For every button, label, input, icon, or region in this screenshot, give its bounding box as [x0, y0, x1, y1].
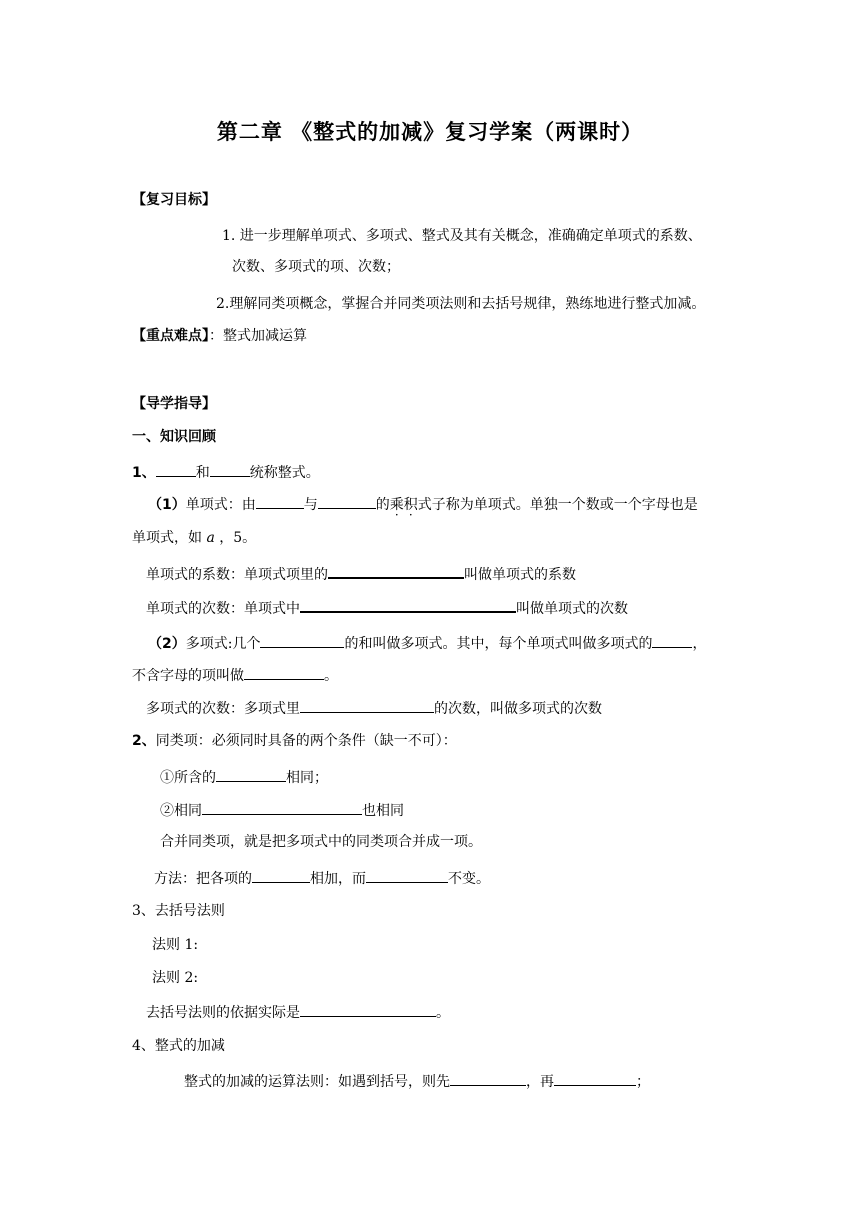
monomial-example-text: 单项式，如: [132, 530, 202, 546]
basis-text-a: 去括号法则的依据实际是: [146, 1005, 300, 1021]
poly-degree-text-a: 多项式的次数：多项式里: [146, 701, 300, 717]
goal-item-1-line-2: 次数、多项式的项、次数；: [232, 259, 400, 275]
section-1-heading: 一、知识回顾: [132, 429, 216, 445]
answer-blank[interactable]: [216, 766, 286, 782]
answer-blank[interactable]: [366, 867, 448, 883]
answer-blank[interactable]: [300, 697, 434, 713]
emphasis-char: 积: [403, 497, 418, 513]
polynomial-constant: [132, 664, 338, 686]
like-terms-condition-2: [160, 799, 404, 821]
polynomial-text-c: ，: [692, 636, 707, 652]
constant-text-a: 不含字母的项叫做: [132, 668, 244, 684]
poly-degree-text-b: 的次数，叫做多项式的次数: [434, 701, 602, 717]
monomial-number: （1）: [148, 497, 186, 513]
like-terms-condition-1: [160, 766, 328, 788]
answer-blank[interactable]: [244, 664, 324, 680]
bracket-rule-1: 法则 1:: [152, 937, 199, 953]
monomial-degree: [146, 596, 628, 619]
section-3-heading: 3、去括号法则: [132, 903, 225, 919]
variable-a: a: [206, 530, 215, 546]
merge-method: [154, 867, 490, 889]
constant-text-b: 。: [324, 668, 338, 684]
answer-blank[interactable]: [260, 632, 344, 648]
section-2-text: 同类项：必须同时具备的两个条件（缺一不可）：: [155, 733, 457, 749]
monomial-example: [132, 528, 256, 548]
merge-like-terms: 合并同类项，就是把多项式中的同类项合并成一项。: [160, 834, 482, 850]
coefficient-text-a: 单项式的系数：单项式项里的: [146, 567, 328, 583]
key-points-line: [132, 326, 307, 346]
page-title: 第二章 《整式的加减》复习学案（两课时）: [216, 120, 644, 144]
condition-2-text-a: ②相同: [160, 803, 202, 819]
polynomial-text-a: 多项式:几个: [185, 636, 261, 652]
answer-blank[interactable]: [318, 493, 376, 509]
goals-heading: 【复习目标】: [132, 192, 216, 208]
condition-1-text-a: ①所含的: [160, 770, 216, 786]
polynomial-number: （2）: [148, 636, 186, 652]
condition-2-text-b: 也相同: [362, 803, 404, 819]
guide-heading: 【导学指导】: [132, 396, 216, 412]
monomial-text-a: 单项式：由: [185, 497, 256, 513]
answer-blank[interactable]: [210, 461, 250, 477]
rule-text-c: ；: [636, 1074, 650, 1090]
question-1-number: 1、: [132, 465, 156, 481]
polynomial-text-b: 的和叫做多项式。其中，每个单项式叫做多项式的: [344, 636, 653, 652]
answer-blank[interactable]: [652, 632, 692, 648]
add-subtract-rule: [184, 1070, 650, 1092]
method-text-c: 不变。: [448, 871, 490, 887]
answer-blank[interactable]: [256, 493, 304, 509]
degree-text-b: 叫做单项式的次数: [516, 601, 628, 617]
key-points-heading: 【重点难点】: [132, 328, 209, 344]
monomial-definition: [148, 493, 698, 515]
monomial-text-d: 式子称为单项式。单独一个数或一个字母也是: [417, 497, 698, 513]
answer-blank[interactable]: [328, 562, 464, 579]
method-text-a: 方法：把各项的: [154, 871, 252, 887]
answer-blank[interactable]: [554, 1070, 636, 1086]
coefficient-text-b: 叫做单项式的系数: [464, 567, 576, 583]
rule-text-b: ，再: [526, 1074, 554, 1090]
bracket-rule-2: 法则 2:: [152, 970, 199, 986]
question-1-mid: 和: [195, 465, 210, 481]
goal-item-2: 2.理解同类项概念，掌握合并同类项法则和去括号规律，熟练地进行整式加减。: [216, 296, 706, 312]
question-1-end: 统称整式。: [249, 465, 320, 481]
monomial-example-end: ，5。: [219, 530, 257, 546]
emphasis-char: 乘: [389, 497, 404, 513]
monomial-coefficient: [146, 562, 576, 585]
answer-blank[interactable]: [450, 1070, 526, 1086]
polynomial-definition: [148, 632, 706, 654]
section-2-number: 2、: [132, 733, 156, 749]
goal-item-1-line-1: 1. 进一步理解单项式、多项式、整式及其有关概念，准确确定单项式的系数、: [222, 228, 702, 244]
bracket-basis: [146, 1001, 450, 1023]
key-points-sep: ：: [209, 328, 223, 344]
section-2-heading: [132, 731, 457, 751]
answer-blank[interactable]: [300, 596, 516, 613]
answer-blank[interactable]: [202, 799, 362, 815]
degree-text-a: 单项式的次数：单项式中: [146, 601, 300, 617]
monomial-text-c: 的: [375, 497, 390, 513]
question-1: [132, 461, 320, 483]
section-4-heading: 4、整式的加减: [132, 1038, 225, 1054]
basis-text-b: 。: [436, 1005, 450, 1021]
answer-blank[interactable]: [252, 867, 310, 883]
method-text-b: 相加，而: [310, 871, 366, 887]
key-points-text: 整式加减运算: [223, 328, 307, 344]
monomial-text-b: 与: [303, 497, 318, 513]
answer-blank[interactable]: [156, 461, 196, 477]
rule-text-a: 整式的加减的运算法则：如遇到括号，则先: [184, 1074, 450, 1090]
polynomial-degree: [146, 697, 602, 719]
answer-blank[interactable]: [300, 1001, 436, 1017]
condition-1-text-b: 相同；: [286, 770, 328, 786]
